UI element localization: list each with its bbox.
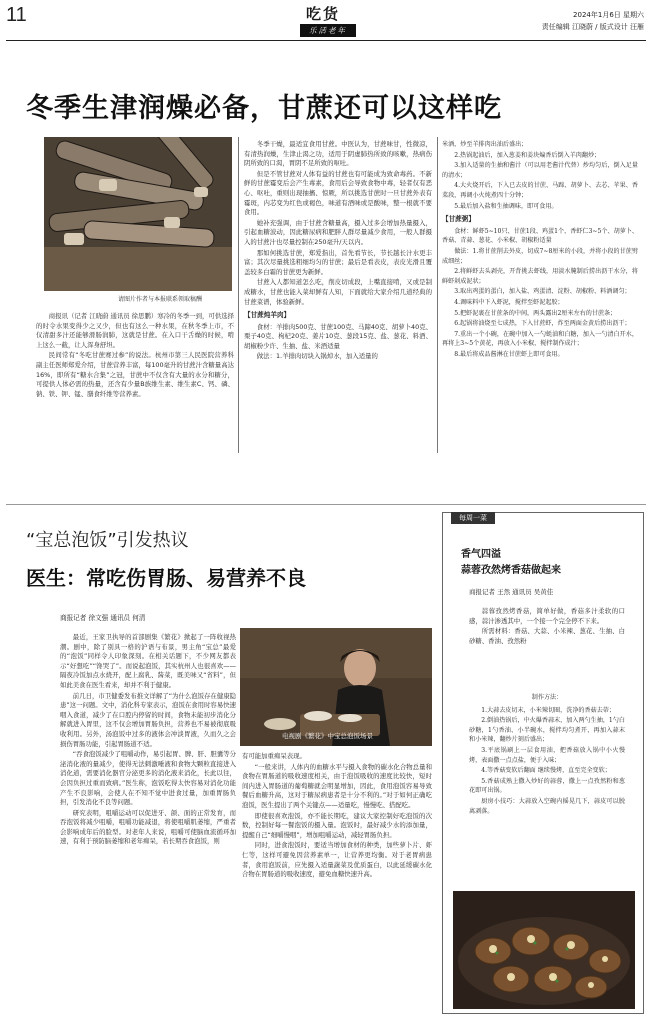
issue-date: 2024年1月6日 星期六 (573, 11, 644, 19)
article1-col2-para: 冬季干燥，最适宜食用甘蔗。中医认为，甘蔗味甘，性微凉，有清热润燥，生津止渴之功，适用于阴虚肺热所致的咳嗽，热病伤阴所致的口渴，胃阴不足所致的呕吐。 (244, 140, 432, 168)
recipe2-step: 3.取出鸡蛋的蛋白，加入盐、鸡蛋清、淀粉、胡椒粉、料酒调匀； (454, 288, 631, 296)
article2-kicker: “宝总泡饭”引发热议 (26, 530, 189, 551)
article1-col2-para: 那如何挑选甘蔗，郑爱指出，首先看节长，节长越长汁水更丰富；其次尽量挑选粗细均匀的甘蔗；最后是看表皮，表皮光滑且覆盖较多白霜的甘蔗更为新鲜。 (244, 248, 432, 276)
sugarcane-photo (44, 137, 232, 291)
drama-still-caption: 电视剧《繁花》中宝总泡饭场景 (282, 732, 373, 740)
article2-col2-para: 同时，进食泡饭时，要适当增加食材的种类，加些萝卜片、虾仁等，这样可避免因营养素单一，让营养更均衡。对于老胃病患者，食用泡饭前，应先摄入适量蔬菜及优质蛋白，以此延缓碳水化合物在胃肠道的吸收速度，避免血糖快速升高。 (242, 841, 432, 879)
article1-col1-para: 商报讯（记者 江晓蔚 通讯员 徐思鹏）寒冷的冬季一到，可供选择的时令水果变得少之又少，但也有这么一种水果，在秋冬季上市，不仅清甜多汁还能够滑肠润肺，这就是甘蔗。在入口干舌燥的时候，啃上这么一截，让人浑身舒坦。 (36, 312, 234, 349)
article2-col2 (242, 752, 432, 881)
article2-headline: 医生：常吃伤胃肠、易营养不良 (26, 566, 306, 590)
article1-col3 (442, 140, 638, 360)
column-divider (437, 137, 438, 453)
article3-steps-title: 制作方法： (531, 694, 563, 701)
column-tag: 乐活老年 (300, 24, 356, 37)
recipe2-step: 7.重出一个小碗，在碗中加入一勺蚝油和白糖，加入一勺清白开水，再将上3~5个黄花，再放入小米椒，搅拌制作成汁； (442, 330, 638, 348)
article3-headline-line2: 蒜蓉孜然烤香菇做起来 (461, 565, 561, 576)
article2-col1-para: 研究表明，咀嚼运动可以促进牙、颌、面的正常发育，而吞泡饭将减少咀嚼，咀嚼功能减退，将使咀嚼肌萎缩，严重者会影响成年后的脸型。对老年人来说，咀嚼可使脑血流循环加速，有利于预防脑萎缩和老年痴呆，若长期吞食泡饭，则 (60, 808, 236, 846)
recipe2-step: 做法：1.将甘蔗削去外皮，切成7~8厘米的小段，并将小段的甘蔗劈成细丝； (442, 247, 638, 265)
article3-byline: 商报记者 王然 通讯员 吴黄佳 (469, 588, 554, 596)
recipe2-step: 2.将鲜虾去头剥壳，开背挑去虾线，用淡水腌制后捞出沥干水分，将鲜虾剁成泥状； (442, 268, 638, 285)
article1-col2-para: 但是不管甘蔗对人体有益的甘蔗也有可能成为致命毒药。不新鲜的甘蔗霉变后会产生毒素，食用后会导致食物中毒，轻者仅有恶心、呕吐，重则出现抽搐、惊厥，所以挑选甘蔗时一旦甘蔗外表有霉斑，内芯变为红色或褐色，味道有酒味或是酸味，整一根就不要食用。 (244, 169, 432, 217)
article2-col2-para: 有可能加重痴呆表现。 (242, 752, 306, 760)
sugarcane-photo-caption: 请图片作者与本报联系领取稿酬 (118, 296, 203, 303)
article1-col1-para: 民间常有“冬吃甘蔗赛过参”的说法。杭州市第三人民医院营养科副主任医师郑爱介绍，甘蔗营养丰富，每100毫升的甘蔗汁含糖量高达16%，即所有“糖水合集”之冠，甘蔗中不仅含有大量的水分和糖分，可提供人体必需的热量，还含有少量B族维生素、维生素C、钙、磷、钠、铁、钾、锰、膳食纤维等营养素。 (36, 351, 234, 398)
mushroom-photo (453, 891, 635, 1009)
article2-col1 (60, 633, 236, 848)
recipe1-step: 2.热锅起油后，加入葱姜和姜块煸香后倒入羊肉翻炒； (454, 151, 601, 159)
editors-credit: 责任编辑 江晓蔚 / 版式设计 汪雁 (541, 23, 644, 31)
recipe1-step: 3.加入适量的生抽和酱汁（可以用老酱汁代替）炒均匀后，倒入足量的清水； (442, 162, 638, 179)
article3-step: 3.平底锅刷上一层食用油，把香菇放入锅中小火慢烤，表面撒一点点盐，便于入味； (469, 746, 625, 764)
recipe1-steps: 做法：1.羊排肉切块入锅焯水，加入适量的 (256, 352, 378, 361)
article2-col2-para: “一般来讲，人体内的血糖水平与摄入食物的碳水化合物总量和食物在胃肠道的吸收速度相关，由于泡饭吸收的速度比较快，短时间内进入胃肠道的葡萄糖就会明显增加，因此，食用泡饭容易导致餐后血糖升高，这对于糖尿病患者是十分不利的。”对于如何正确吃泡饭，医生提出了两个关键点——适量吃，慢慢吃、搭配吃。 (242, 762, 432, 809)
article2-col1-para: 前几日，市卫健委发布推文详解了“为什么泡饭存在健康隐患”这一问题。文中，消化科专家表示，泡饭在食用时容易快速咽入食道，减少了在口腔内停留的时间，食物未能初步消化分解就进入胃里，这不仅会增加胃肠负担，营养也不易被彻底吸收利用。另外，汤泡饭中过多的液体会冲淡胃液，久而久之会损伤胃肠功能，引起胃肠道不适。 (60, 691, 236, 748)
section-title: 吃货 (306, 5, 341, 23)
article1-col2-para: 她补充强调，由于甘蔗含糖量高，摄入过多会增加热量摄入，引起血糖波动，因此糖尿病和肥胖人群尽量减少食用，一般人群摄入的甘蔗汁也尽量控制在250毫升/天以内。 (244, 218, 432, 246)
recipe1-step: 4.大火烧开后，下入已去皮的甘蔗、马蹄、胡萝卜、去芯、苹果、香菜段，再调小火炖煮四十分钟； (442, 182, 638, 199)
article1-col1 (36, 312, 234, 400)
article1-col2 (244, 140, 432, 363)
article2-byline: 商报记者 徐文强 通讯员 何清 (60, 614, 146, 622)
article3-steps (469, 693, 625, 817)
article3-step: 5.香菇成熟上撒入炒好的蒜蓉，撒上一点孜然粉和葱花即可出锅。 (469, 777, 625, 795)
article3-step: 4.等香菇变软后翻面 继续慢烤，直至完全变软； (481, 767, 611, 775)
recipe2-step: 6.起锅将油烧至七成热，下入甘蔗虾，炸至两面金黄后捞出沥干； (454, 320, 631, 328)
recipe1-ingredients: 食材：羊排肉500克、甘蔗100克、马蹄40克、胡萝卜40克、栗子40克、枸杞20克、姜片10克、葱段15克、盐、葱花、料酒、胡椒粉少许、生抽、盐、米酒适量 (244, 322, 432, 350)
recipe2-title: 【甘蔗粥】 (442, 215, 475, 224)
article3-step: 2.倒油热锅后，中火爆香蒜末，加入两勺生抽，1勺白砂糖，1勺香油、小半碗水，搅拌均匀煮开，再加入蒜末和小米辣，翻炒片刻后盛出； (469, 717, 625, 744)
recipe2-step: 4.调味料中下入虾泥，搅拌至虾泥起胶； (454, 298, 564, 306)
header-rule (6, 40, 646, 41)
article2-col1-para: “吞食泡饭减少了咀嚼动作，易引起胃、脾、肝、胆囊等分泌消化液的量减少，使得无法刺激唾液和食物大颗粒直接进入消化道，需要消化器官分泌更多的消化液来消化，长此以往，会因负担过重而致病。”医生称，泡饭吃得太快容易对消化功能产生不良影响，会使人在不知不觉中进食过量，加重胃肠负担，引发消化不良等问题。 (60, 750, 236, 807)
recipe1-steps-cont: 米酒，炒至羊排肉出油后盛出； (442, 141, 528, 148)
recipe1-step: 5.最后加入盐和生抽调味，即可食用。 (454, 202, 558, 210)
article3-tip: 厨房小技巧：大蒜放入空碗内摇晃几下，蒜皮可以脱离剥落。 (469, 797, 625, 815)
page-number: 11 (6, 4, 27, 26)
recipe1-title: 【甘蔗炖羊肉】 (244, 311, 291, 320)
section-rule (6, 504, 646, 505)
article2-col2-para: 即使很喜欢泡饭，亦不能长期吃，建议大家控制好吃泡饭的次数，控制好每一餐泡饭的摄入量。泡饭时，最好减少水的添加量，提醒自己“细嚼慢咽”，增加咀嚼运动，减轻胃肠负担。 (242, 811, 432, 839)
article3-step: 1.大蒜去皮切末，小米辣切圈，洗净的香菇去蒂； (481, 706, 615, 714)
article1-headline: 冬季生津润燥必备，甘蔗还可以这样吃 (26, 93, 502, 124)
recipe2-step: 5.把虾泥裹在甘蔗条的中间，两头露出2厘米左右的甘蔗条； (454, 309, 617, 317)
article1-col2-para: 甘蔗入人都知道怎么吃，削皮切成段，上嘴直接啃，又或是制成糖水，甘蔗也能入菜却鲜有人知，下面就给大家介绍几道经典的甘蔗菜谱，体验新鲜。 (244, 278, 432, 306)
recipe2-step: 8.最后将成品酱淋在甘蔗虾上即可食用。 (454, 350, 564, 358)
article3-intro: 蒜蓉孜然烤香菇，简单好做，香菇多汁柔软的口感，蒜汁渗透其中，一个接一个完全停不下来。 (469, 607, 625, 625)
article3-ingredients: 所需材料：香菇、大蒜、小米辣、葱花、生抽、白砂糖、香油、孜然粉 (469, 627, 625, 645)
drama-still-photo (240, 628, 432, 746)
article3-body (469, 607, 625, 647)
article3-headline-line1: 香气四溢 (461, 549, 501, 560)
recipe2-ingredients: 食材：鲜虾5~10只、甘蔗1段、鸡蛋1个、香虾仁3~5个、胡萝卜、香菇、青蒜、葱花、小米椒、胡椒粉适量 (442, 227, 638, 245)
weekly-dish-box (442, 512, 644, 1014)
weekly-dish-label: 每周一菜 (451, 512, 495, 524)
column-divider (238, 137, 239, 453)
article2-col1-para: 最近，王家卫执导的首部剧集《繁花》掀起了一阵收视热潮。剧中，除了别具一格的沪语与布景，男主角“宝总”最爱的“泡饭”同样令人印象深刻。在相关话题下，不少网友都表示“好想吃”“馋哭了”。而说起泡饭，其实杭州人也很喜欢——隔夜冷饭加点水烧开，配上腐乳、酱菜，既美味又“省料”，但如此美食在医生看来，却并不利于健康。 (60, 633, 236, 689)
